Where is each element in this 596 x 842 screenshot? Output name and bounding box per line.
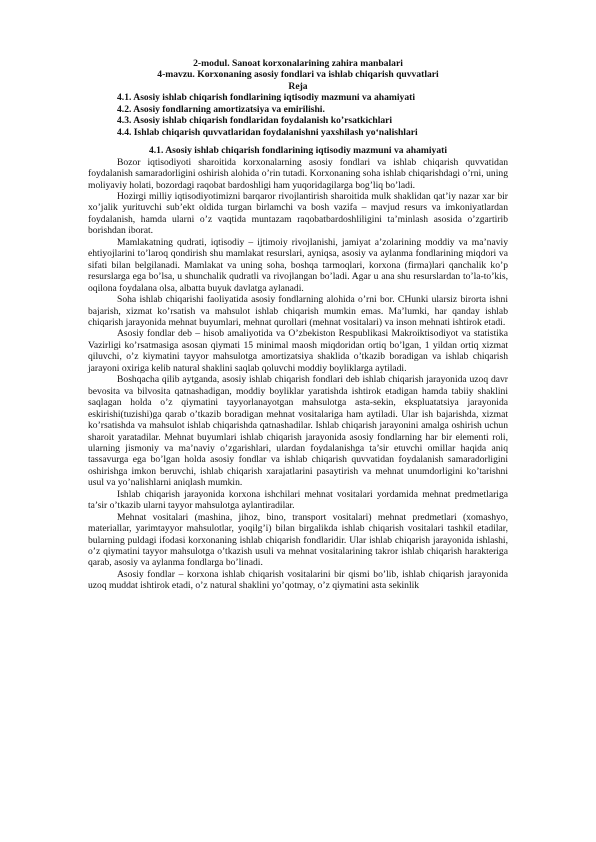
plan-heading: Reja <box>288 80 308 92</box>
plan-item: 4.3. Asosiy ishlab chiqarish fondlaridan foydalanish ko’rsatkichlari <box>117 115 393 127</box>
document-page <box>88 58 508 592</box>
body-paragraph: Mehnat vositalari (mashina, jihoz, bino, transport vositalari) mehnat predmetlari (xomashyo, materiallar, yarimtayyor mahsulotlar, yoqilg’i) bilan birgalikda ishlab chiqarish vositalari tashkil etadilar, bularning puldagi ifodasi korxonaning ishlab chiqarish fondlaridir. Ular ishlab chiqarish jarayonida ishlashi, o’z qiymatini tayyor mahsulotga o’tkazish usuli va mehnat vositalarining takror ishlab chiqarish harakteriga qarab, asosiy va aylanma fondlarga bo’linadi. <box>88 511 508 569</box>
topic-title: 4-mavzu. Korxonaning asosiy fondlari va ishlab chiqarish quvvatlari <box>157 69 439 81</box>
body-paragraph: Ishlab chiqarish jarayonida korxona ishchilari mehnat vositalari yordamida mehnat predmetlariga ta’sir o’tkazib ularni tayyor mahsulotga aylantiradilar. <box>88 488 508 512</box>
body-paragraph: Bozor iqtisodiyoti sharoitida korxonalarning asosiy fondlari va ishlab chiqarish quvvatidan foydalanish samaradorligini oshirish alohida o’rin tutadi. Korxonaning soha ishlab chiqarishdagi o’rni, uning moliyaviy holati, bozordagi raqobat bardoshligi ham yuqoridagilarga bog’liq bo’ladi. <box>88 156 508 191</box>
body-paragraph: Hozirgi milliy iqtisodiyotimizni barqaror rivojlantirish sharoitida mulk shaklidan qat’iy nazar xar bir xo’jalik yurituvchi sub’ekt oldida turgan birlamchi va bosh vazifa – mavjud resurs va imkoniyatlardan foydalanish, hamda ularni o’z vaqtida muntazam raqobatbardoshliligini ta’minlash asosida o’zgartirib borishdan iborat. <box>88 190 508 237</box>
body-paragraph: Mamlakatning qudrati, iqtisodiy – ijtimoiy rivojlanishi, jamiyat a’zolarining moddiy va ma’naviy ehtiyojlarini to’laroq qondirish shu mamlakat resurslari, ayniqsa, asosiy va aylanma fondlarining miqdori va sifati bilan belgilanadi. Mamlakat va uning soha, boshqa tarmoqlari, korxona (firma)lari qanchalik ko’p resurslarga ega bo’lsa, u shunchalik qudratli va rivojlangan bo’ladi. Agar u ana shu resurslardan to’la-to’kis, oqilona foydalana olsa, albatta buyuk davlatga aylanadi. <box>88 236 508 294</box>
section-title: 4.1. Asosiy ishlab chiqarish fondlarining iqtisodiy mazmuni va ahamiyati <box>148 145 447 157</box>
body-paragraph: Asosiy fondlar – korxona ishlab chiqarish vositalarini bir qismi bo’lib, ishlab chiqarish jarayonida uzoq muddat ishtirok etadi, o’z natural shaklini yo’qotmay, o’z qiymatini asta sekinlik <box>88 568 508 592</box>
plan-item: 4.4. Ishlab chiqarish quvvatlaridan foydalanishni yaxshilash yo‘nalishlari <box>117 126 418 138</box>
body-paragraph: Soha ishlab chiqarishi faoliyatida asosiy fondlarning alohida o’rni bor. CHunki ularsiz birorta ishni bajarish, xizmat ko’rsatish va mahsulot ishlab chiqarish mumkin emas. Ma’lumki, har qanday ishlab chiqarish jarayonida mehnat buyumlari, mehnat qurollari (mehnat vositalari) va inson mehnati ishtirok etadi. <box>88 294 508 328</box>
module-title: 2-modul. Sanoat korxonalarining zahira manbalari <box>193 58 403 69</box>
body-paragraph: Boshqacha qilib aytganda, asosiy ishlab chiqarish fondlari deb ishlab chiqarish jarayonida uzoq davr bevosita va bilvosita qatnashadigan, moddiy boyliklar yaratishda ishtirok etadigan hamda tabiiy shaklini saqlagan holda o’z qiymatini tayyorlanayotgan mahsulotga asta-sekin, ekspluatatsiya jarayonida eskirishi(tuzishi)ga qarab o’tkazib boradigan mehnat vositalariga ham aytiladi. Ular ish bajarishda, xizmat ko’rsatishda va mahsulot ishlab chiqarishda qatnashadilar. Ishlab chiqarish jarayonini amalga oshirish uchun sharoit yaratadilar. Mehnat buyumlari ishlab chiqarish jarayonida asosiy fondlarning har bir elementi roli, ularning jismoniy va ma’naviy o’zgarishlari, ulardan foydalanishga ta’sir etuvchi omillar haqida aniq tassavurga ega bo’lgan holda asosiy fondlar va ishlab chiqarish quvvatidan foydalanish samaradorligini oshirishga imkon beruvchi, ishlab chiqarish xarajatlarini pasaytirish va mehnat unumdorligini ko’tarishni usul va yo’nalishlarni aniqlash mumkin. <box>88 374 508 489</box>
plan-item: 4.1. Asosiy ishlab chiqarish fondlarining iqtisodiy mazmuni va ahamiyati <box>117 92 416 104</box>
plan-item: 4.2. Asosiy fondlarning amortizatsiya va emirilishi. <box>117 103 325 115</box>
body-paragraph: Asosiy fondlar deb – hisob amaliyotida va O’zbekiston Respublikasi Makroiktisodiyot va statistika Vazirligi ko’rsatmasiga asosan qiymati 15 minimal maosh miqdoridan ortiq bo’lgan, 1 yildan ortiq xizmat qiluvchi, o’z kiymatini tayyor mahsulotga amortizatsiya shaklida o’tkazib boradigan va ishlab chiqarish jarayoni oxiriga kelib natural shaklini saqlab qoluvchi moddiy boyliklarga aytiladi. <box>88 328 508 374</box>
